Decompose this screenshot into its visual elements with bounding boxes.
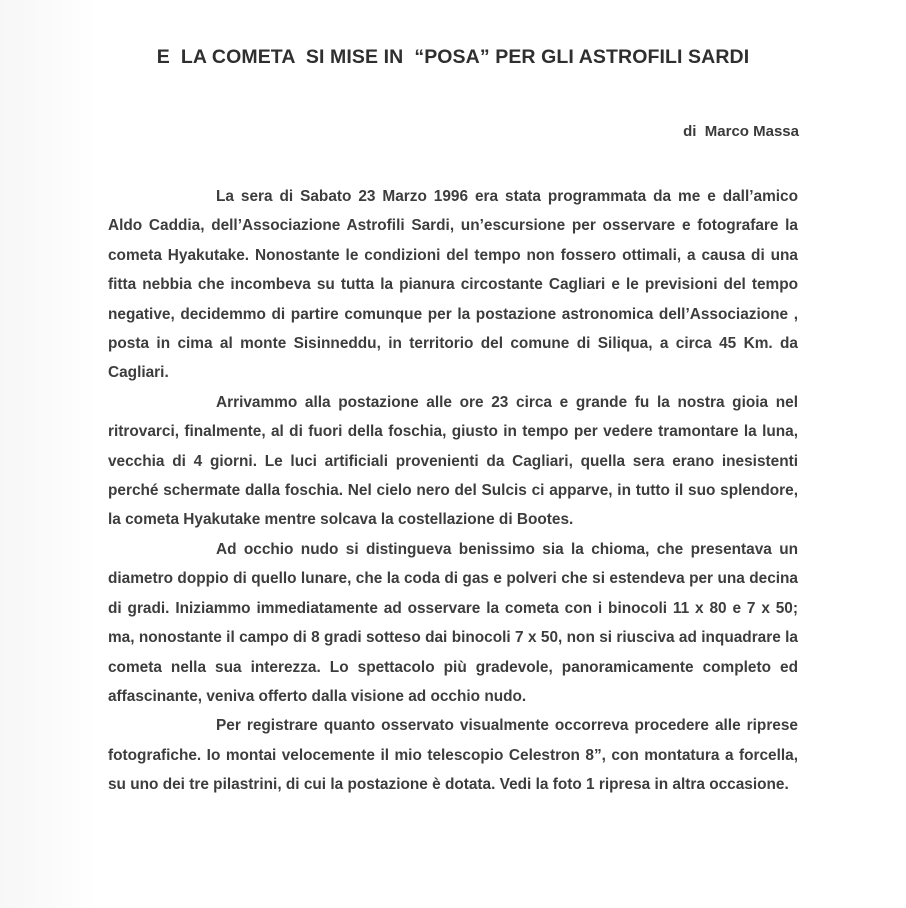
- paragraph-3: Ad occhio nudo si distingueva benissimo sia la chioma, che presentava un diametro doppio di quello lunare, che la coda di gas e polveri che si estendeva per una decina di gradi. Iniziammo immediatamente ad osservare la cometa con i binocoli 11 x 80 e 7 x 50; ma, nonostante il campo di 8 gradi sotteso dai binocoli 7 x 50, non si riusciva ad inquadrare la cometa nella sua interezza. Lo spettacolo più gradevole, panoramicamente completo ed affascinante, veniva offerto dalla visione ad occhio nudo.: [108, 540, 798, 705]
- paragraph-2: Arrivammo alla postazione alle ore 23 circa e grande fu la nostra gioia nel ritrovarci, finalmente, al di fuori della foschia, giusto in tempo per vedere tramontare la luna, vecchia di 4 giorni. Le luci artificiali provenienti da Cagliari, quella sera erano inesistenti perché schermate dalla foschia. Nel cielo nero del Sulcis ci apparve, in tutto il suo splendore, la cometa Hyakutake mentre solcava la costellazione di Bootes.: [108, 393, 798, 529]
- article-body: [108, 182, 798, 800]
- page-margin-shade: [0, 0, 96, 908]
- paragraph-4: Per registrare quanto osservato visualmente occorreva procedere alle riprese fotografiche. Io montai velocemente il mio telescopio Celestron 8”, con montatura a forcella, su uno dei tre pilastrini, di cui la postazione è dotata. Vedi la foto 1 ripresa in altra occasione.: [108, 717, 798, 794]
- paragraph-1: La sera di Sabato 23 Marzo 1996 era stata programmata da me e dall’amico Aldo Caddia, dell’Associazione Astrofili Sardi, un’escursione per osservare e fotografare la cometa Hyakutake. Nonostante le condizioni del tempo non fossero ottimali, a causa di una fitta nebbia che incombeva su tutta la pianura circostante Cagliari e le previsioni del tempo negative, decidemmo di partire comunque per la postazione astronomica dell’Associazione , posta in cima al monte Sisinneddu, in territorio del comune di Siliqua, a circa 45 Km. da Cagliari.: [108, 188, 798, 382]
- article-author: di Marco Massa: [683, 123, 799, 140]
- article-title: E LA COMETA SI MISE IN “POSA” PER GLI ASTROFILI SARDI: [156, 46, 750, 68]
